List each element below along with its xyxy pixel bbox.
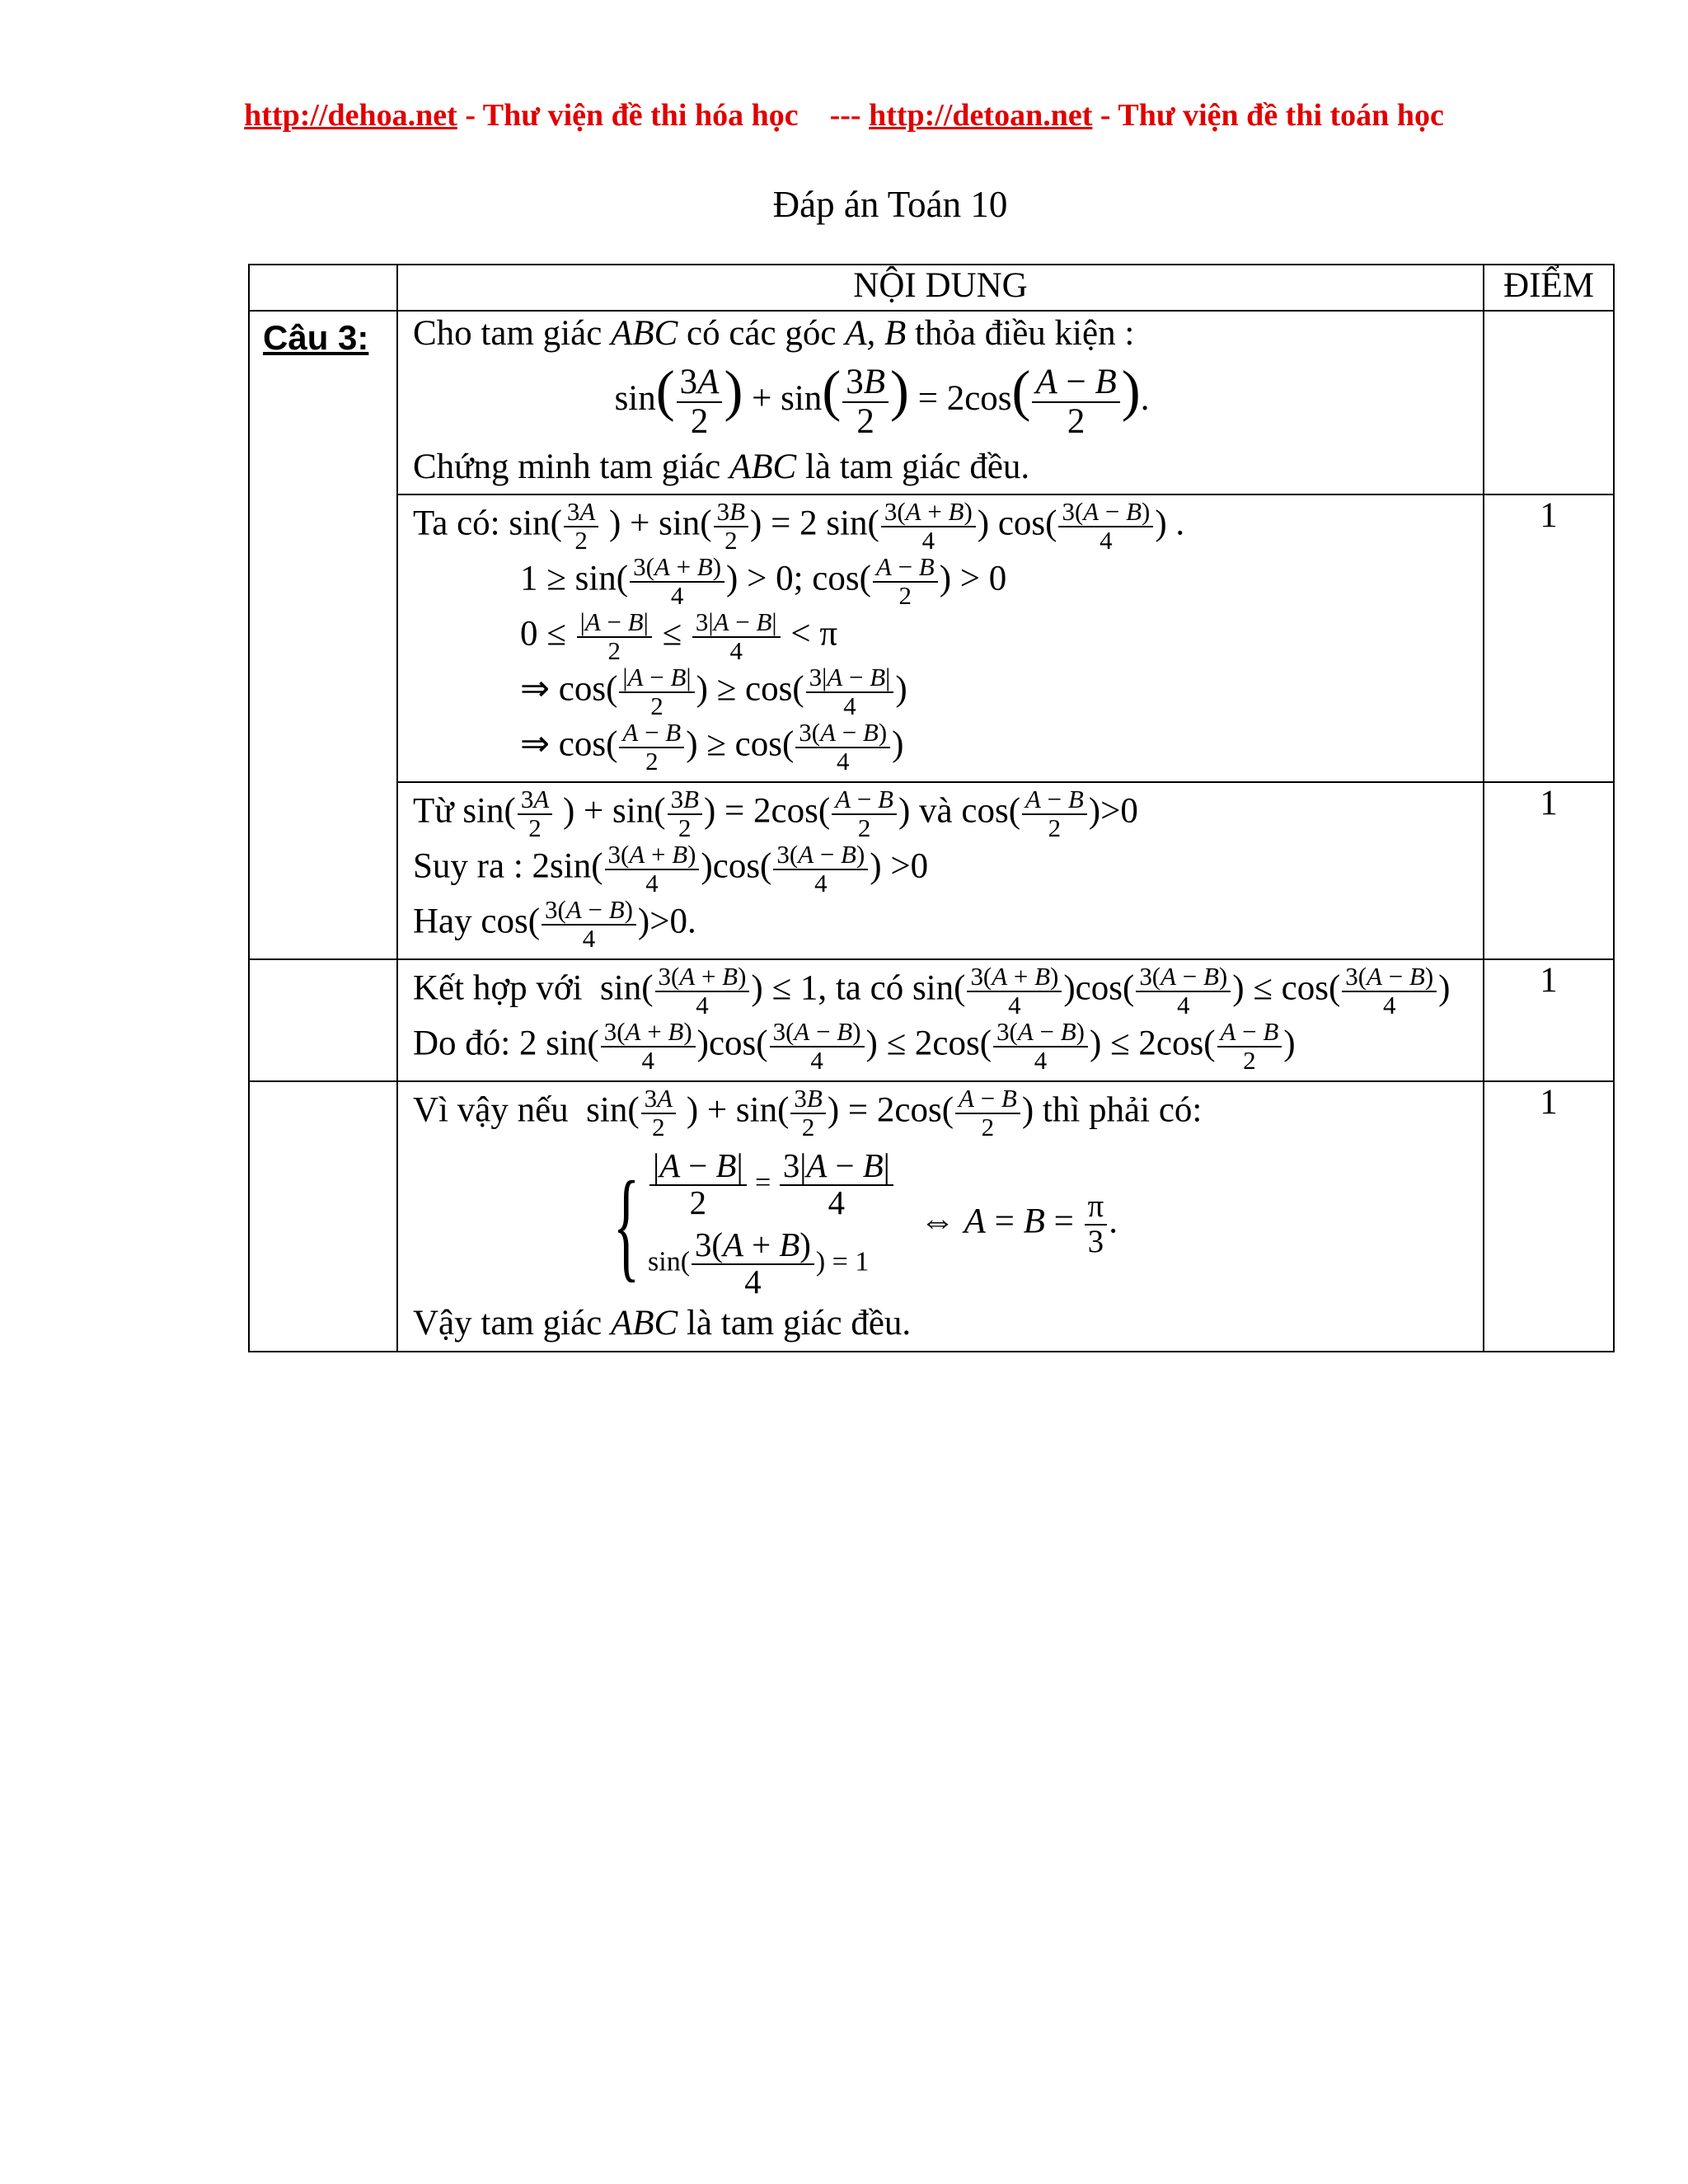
step-4-content: Vì vậy nếu sin( $\frac{3A}{2}$ ) + sin( $\frac{3B}{2}$ ) = 2cos( $\frac{A - B}{2}$ ) thì phải có: { $\frac{|A - B|}{2}$ = $\frac{3|A - B|}{4}$ sin( $\frac{3(A + B)}{4}$ ) = 1 ⇔ A = B = $\frac{\pi}{3}$ . Vậy tam giác ABC là tam giác đều. (397, 1081, 1484, 1352)
solution-step-3 (249, 959, 1614, 1081)
answer-table (248, 264, 1615, 1352)
condition-equation: sin( $\frac{3A}{2}$ ) + sin( $\frac{3B}{2}$ ) = 2cos( $\frac{A - B}{2}$ ). (614, 359, 1150, 441)
step-3-content: Kết hợp với sin( $\frac{3(A + B)}{4}$ ) ≤ 1, ta có sin( $\frac{3(A + B)}{4}$ )cos( $\frac{3(A - B)}{4}$ ) ≤ cos( $\frac{3(A - B)}{4}$ ) Do đó: 2 sin( $\frac{3(A + B)}{4}$ )cos( $\frac{3(A - B)}{4}$ ) ≤ 2cos( $\frac{3(A - B)}{4}$ ) ≤ 2cos( $\frac{A - B}{2}$ ) (397, 959, 1484, 1081)
solution-step-4 (249, 1081, 1614, 1352)
problem-statement-cell (397, 311, 1484, 494)
step-1-score: 1 (1484, 494, 1614, 782)
header-content-cell (397, 265, 1484, 311)
page-header (0, 97, 1688, 134)
score-column-header: ĐIỂM (1503, 266, 1594, 305)
question-label: Câu 3: (263, 318, 369, 357)
question-label-cell (249, 311, 397, 782)
question-label-cell-cont-3 (249, 1081, 397, 1352)
detoan-link[interactable]: http://detoan.net (869, 98, 1093, 133)
solution-step-2 (249, 782, 1614, 959)
step-3-score: 1 (1484, 959, 1614, 1081)
problem-row (249, 311, 1614, 494)
document-title: Đáp án Toán 10 (772, 184, 1008, 225)
conclusion: Vậy tam giác ABC là tam giác đều. (413, 1304, 912, 1343)
problem-goal: Chứng minh tam giác ABC là tam giác đều. (413, 447, 1030, 486)
solution-step-1 (249, 494, 1614, 782)
step-4-score: 1 (1484, 1081, 1614, 1352)
problem-score-cell (1484, 311, 1614, 494)
content-column-header: NỘI DUNG (853, 266, 1028, 305)
header-separator: --- (829, 98, 861, 133)
step-1-content: Ta có: sin( $\frac{3A}{2}$ ) + sin( $\frac{3B}{2}$ ) = 2 sin( $\frac{3(A + B)}{4}$ ) cos( $\frac{3(A - B)}{4}$ ) . 1 ≥ sin( $\frac{3(A + B)}{4}$ ) > 0; cos( $\frac{A - B}{2}$ ) > 0 0 ≤ $\frac{|A - B|}{2}$ ≤ $\frac{3|A - B|}{4}$ < π ⇒ cos( $\frac{|A - B|}{2}$ ) ≥ cos( $\frac{3|A - B|}{4}$ ) ⇒ cos( $\frac{A - B}{2}$ ) ≥ cos( $\frac{3(A - B)}{4}$ ) (397, 494, 1484, 782)
dehoa-caption: - Thư viện đề thi hóa học (457, 98, 799, 133)
question-label-cell-cont-2 (249, 959, 397, 1081)
header-empty-cell (249, 265, 397, 311)
step-2-score: 1 (1484, 782, 1614, 959)
question-label-cell-cont (249, 782, 397, 959)
dehoa-link[interactable]: http://dehoa.net (244, 98, 457, 133)
table-header-row (249, 265, 1614, 311)
header-score-cell (1484, 265, 1614, 311)
detoan-caption: - Thư viện đề thi toán học (1092, 98, 1444, 133)
equality-system: { $\frac{|A - B|}{2}$ = $\frac{3|A - B|}{4}$ sin( $\frac{3(A + B)}{4}$ ) = 1 ⇔ A = B = $\frac{\pi}{3}$ . (612, 1147, 1118, 1301)
step-2-content: Từ sin( $\frac{3A}{2}$ ) + sin( $\frac{3B}{2}$ ) = 2cos( $\frac{A - B}{2}$ ) và cos( $\frac{A - B}{2}$ )>0 Suy ra : 2sin( $\frac{3(A + B)}{4}$ )cos( $\frac{3(A - B)}{4}$ ) >0 Hay cos( $\frac{3(A - B)}{4}$ )>0. (397, 782, 1484, 959)
problem-intro: Cho tam giác ABC có các góc A, B thỏa điều kiện : (413, 314, 1135, 353)
